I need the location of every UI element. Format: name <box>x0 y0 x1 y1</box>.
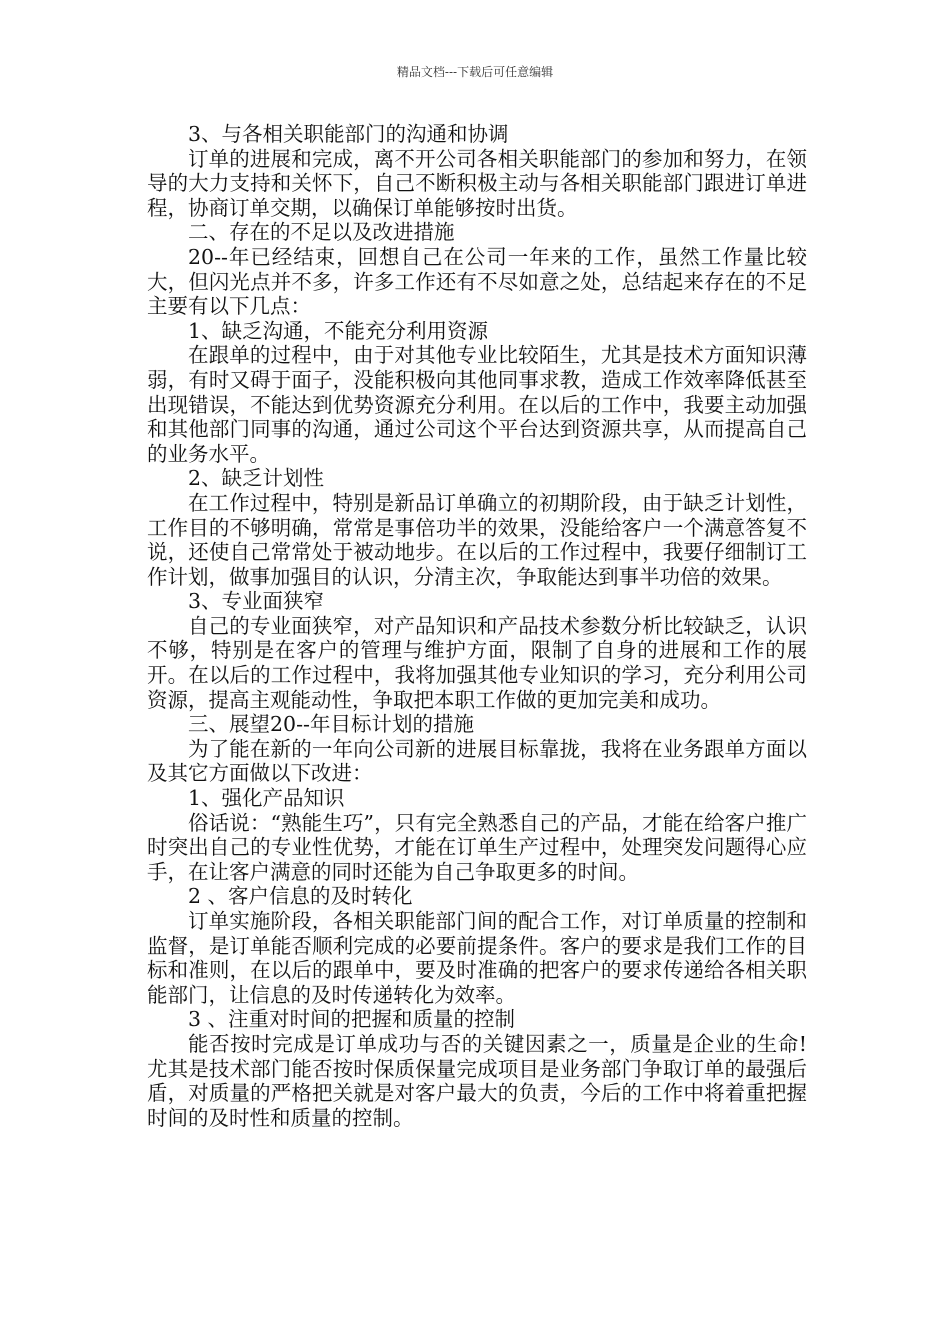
heading-lack-communication: 1、缺乏沟通，不能充分利用资源 <box>188 318 489 343</box>
paragraph-outlook-intro: 为了能在新的一年向公司新的进展目标靠拢，我将在业务跟单方面以及其它方面做以下改进： <box>147 736 807 786</box>
heading-lack-planning: 2、缺乏计划性 <box>188 466 325 491</box>
section-heading-shortcomings: 二、存在的不足以及改进措施 <box>188 220 455 245</box>
paragraph-lack-communication: 在跟单的过程中，由于对其他专业比较陌生，尤其是技术方面知识薄弱，有时又碍于面子，没能积极向其他同事求教，造成工作效率降低甚至出现错误，不能达到优势资源充分利用。在以后的工作中，我要主动加强和其他部门同事的沟通，通过公司这个平台达到资源共享，从而提高自己的业务水平。 <box>147 343 807 466</box>
document-body <box>147 122 807 1130</box>
heading-time-quality: 3 、注重对时间的把握和质量的控制 <box>188 1007 516 1032</box>
heading-communication: 3、与各相关职能部门的沟通和协调 <box>188 122 509 146</box>
paragraph-time-quality: 能否按时完成是订单成功与否的关键因素之一，质量是企业的生命!尤其是技术部门能否按时保质保量完成项目是业务部门争取订单的最强后盾，对质量的严格把关就是对客户最大的负责，今后的工作中将着重把握时间的及时性和质量的控制。 <box>147 1031 807 1130</box>
paragraph-shortcomings-intro: 20--年已经结束，回想自己在公司一年来的工作，虽然工作量比较大，但闪光点并不多，许多工作还有不尽如意之处，总结起来存在的不足主要有以下几点： <box>147 244 807 319</box>
paragraph-customer-info: 订单实施阶段，各相关职能部门间的配合工作，对订单质量的控制和监督，是订单能否顺利完成的必要前提条件。客户的要求是我们工作的目标和准则，在以后的跟单中，要及时准确的把客户的要求传递给各相关职能部门，让信息的及时传递转化为效率。 <box>147 909 807 1007</box>
page-header: 精品文档---下载后可任意编辑 <box>396 65 554 79</box>
heading-narrow-expertise: 3、专业面狭窄 <box>188 589 325 614</box>
paragraph-communication: 订单的进展和完成，离不开公司各相关职能部门的参加和努力，在领导的大力支持和关怀下，自己不断积极主动与各相关职能部门跟进订单进程，协商订单交期，以确保订单能够按时出货。 <box>147 146 807 220</box>
heading-customer-info: 2 、客户信息的及时转化 <box>188 884 413 909</box>
section-heading-outlook: 三、展望20--年目标计划的措施 <box>188 712 474 737</box>
paragraph-lack-planning: 在工作过程中，特别是新品订单确立的初期阶段，由于缺乏计划性，工作目的不够明确，常常是事倍功半的效果，没能给客户一个满意答复不说，还使自己常常处于被动地步。在以后的工作过程中，我要仔细制订工作计划，做事加强目的认识，分清主次，争取能达到事半功倍的效果。 <box>147 490 807 589</box>
paragraph-narrow-expertise: 自己的专业面狭窄，对产品知识和产品技术参数分析比较缺乏，认识不够，特别是在客户的管理与维护方面，限制了自身的进展和工作的展开。在以后的工作过程中，我将加强其他专业知识的学习，充分利用公司资源，提高主观能动性，争取把本职工作做的更加完美和成功。 <box>147 613 807 712</box>
heading-product-knowledge: 1、强化产品知识 <box>188 786 345 811</box>
paragraph-product-knowledge: 俗话说：“熟能生巧”，只有完全熟悉自己的产品，才能在给客户推广时突出自己的专业性优势，才能在订单生产过程中，处理突发问题得心应手，在让客户满意的同时还能为自己争取更多的时间。 <box>147 810 807 884</box>
